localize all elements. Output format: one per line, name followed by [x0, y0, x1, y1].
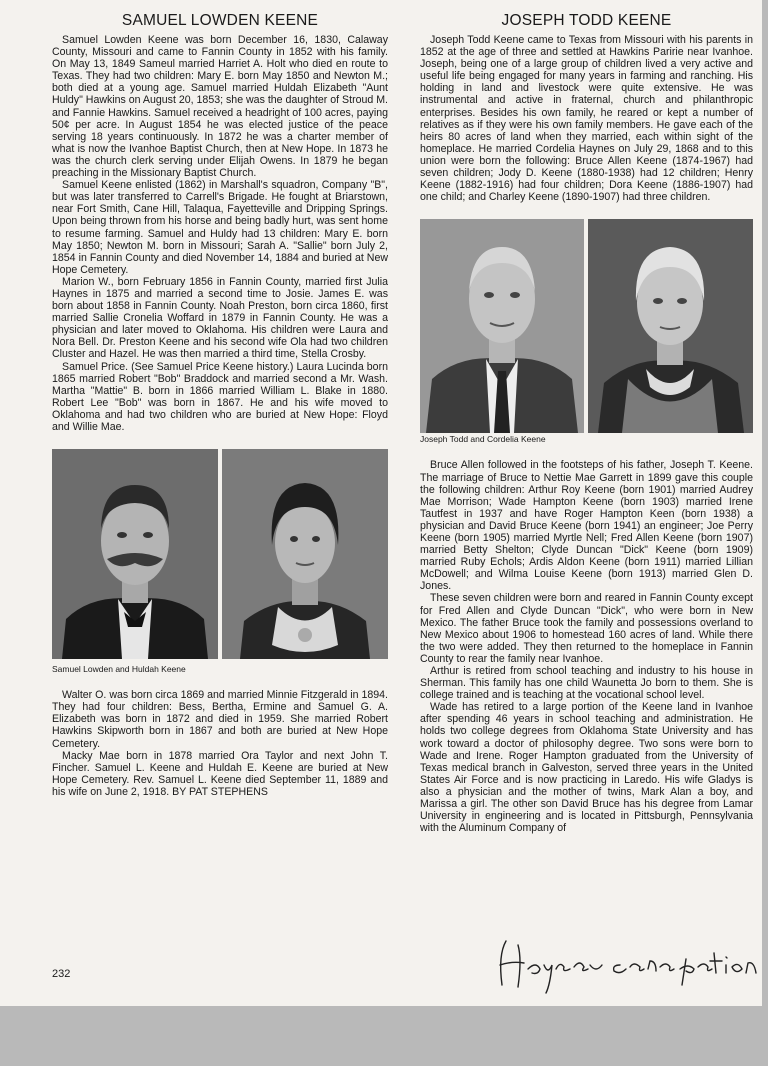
- paragraph: Samuel Price. (See Samuel Price Keene history.) Laura Lucinda born 1865 married Robert "Bob" Braddock and married second a Mr. Wash. Martha "Mattie" B. born in 1866 married William L. Blake in 1880. Robert Lee "Bob" was born in 1867. He and his wife moved to Oklahoma and had two children who are buried at New Hope: Floyd and Willie Mae.: [52, 360, 388, 433]
- photo-pair-joseph-cordelia: [420, 219, 753, 429]
- paragraph: Samuel Lowden Keene was born December 16, 1830, Calaway County, Missouri and came to Fannin County in 1852 with his family. On May 13, 1849 Sameul married Harriet A. Holt who died en route to Texas. They had two children: Mary E. born May 1850 and Newton M.; both died at a young age. Samuel married Huldah Elizabeth "Aunt Huldy" Hawkins on August 20, 1853; she was the daughter of Stroud M. and Fannie Hawkins. Samuel received a headright of 100 acres, paying 50¢ per acre. In August 1854 he was elected justice of the peace serving 18 years continuously. In 1872 he was a charter member of what is now the Ivanhoe Baptist Church, then at New Hope. In 1873 he was the church clerk serving under Elijah Owens. In 1879 he began preaching in the Missionary Baptist Church.: [52, 34, 388, 180]
- paragraph: Arthur is retired from school teaching and industry to his house in Sherman. This family has one child Waunetta Jo born to them. She is college trained and is teaching at the vocational school level.: [420, 665, 753, 702]
- portrait-joseph-photo: [420, 219, 584, 433]
- article-title-samuel: SAMUEL LOWDEN KEENE: [121, 12, 319, 29]
- paragraph: Wade has retired to a large portion of the Keene land in Ivanhoe after spending 46 years in school teaching and administration. He holds two college degrees from Oklahoma State University and has work toward a doctor of philosophy degree. Two sons were born to Wade and Irene. Roger Hampton graduated from the University of Texas medical branch in Galveston, served three years in the United States Air Force and is now practicing in Laredo. His wife Gladys is also a physician and the mother of twins, Mark Alan a boy, and Marissa a girl. The other son David Bruce has his degree from Lamar University in engineering and is located in Pittsburgh, Pennsylvania with the Aluminum Company of: [420, 701, 753, 835]
- paragraph: Samuel Keene enlisted (1862) in Marshall's squadron, Company "B", but was later transferred to Carrell's Brigade. He fought at Briarstown, near Fort Smith, Cane Hill, Talaqua, Fayetteville and Dripping Springs. Upon being thrown from his horse and being badly hurt, was sent home to resume farming. Samuel and Huldy had 13 children: Mary E. born May 1850; Newton M. born in Missouri; Sarah A. "Sallie" born July 2, 1854 in Fannin County and died November 14, 1884 and buried at New Hope Cemetery.: [52, 179, 388, 276]
- paragraph: Macky Mae born in 1878 married Ora Taylor and next John T. Fincher. Samuel L. Keene and Huldah E. Keene are buried at New Hope Cemetery. Rev. Samuel L. Keene died September 11, 1889 and his wife on June 2, 1918. BY PAT STEPHENS: [52, 749, 388, 798]
- photo-caption-samuel-huldah: Samuel Lowden and Huldah Keene: [52, 664, 186, 675]
- paragraph: Bruce Allen followed in the footsteps of his father, Joseph T. Keene. The marriage of Bruce to Nettie Mae Garrett in 1899 gave this couple the following children: Arthur Roy Keene (born 1901) married Audrey Mae Morrison; Wade Hampton Keene (born 1903) married Irene Tautfest in 1937 and have Roger Hampton Keen (born 1938) a physician and David Bruce Keene (born 1941) an engineer; Joe Perry Keene (born 1905) married Myrtle Nell; Fred Allen Keene (born 1907) married Betty Shelton; Clyde Duncan "Dick" Keene (born 1909) married Ruby Echols; Ardis Aldon Keene (born 1911) married Lillian McDowell; and Wilma Louise Keene (born 1913) married Glen D. Jones.: [420, 459, 753, 593]
- paragraph: Joseph Todd Keene came to Texas from Missouri with his parents in 1852 at the age of three and settled at Hawkins Paririe near Ivanhoe. Joseph, being one of a large group of children lived a very active and useful life being engaged for many years in farming and ranching. His holding in land and livestock were quite extensive. He was instrumental and active in fraternal, church and philanthropic enterprises. Besides his own family, he reared or kept a number of relatives as if they were his own family members. He gave each of the heirs 80 acres of land when they married, each within sight of the homeplace. He married Cordelia Haynes on July 29, 1868 and to this union were born the following: Bruce Allen Keene (1874-1967) had seven children; Jody D. Keene (1880-1938) had 12 children; Henry Keene (1882-1916) had four children; Dora Keene (1886-1907) had one child; and Charley Keene (1890-1907) had three children.: [420, 34, 753, 204]
- page-number: 232: [52, 968, 71, 980]
- paragraph: These seven children were born and reared in Fannin County except for Fred Allen and Clyde Duncan "Dick", who were born in New Mexico. The father Bruce took the family and possessions overland to New Mexico about 1906 to homestead 160 acres of land. While there the two were added. They then returned to the homeplace in Fannin County to rear the family near Ivanhoe.: [420, 592, 753, 665]
- right-column: [420, 12, 753, 834]
- left-column: [52, 12, 388, 798]
- photo-caption-joseph-cordelia: Joseph Todd and Cordelia Keene: [420, 434, 546, 445]
- paragraph: Walter O. was born circa 1869 and married Minnie Fitzgerald in 1894. They had four children: Bess, Bertha, Ermine and Samuel G. A. Elizabeth was born in 1872 and died in 1959. She married Robert Hawkins Skipworth born in 1867 and both are buried at New Hope Cemetery.: [52, 689, 388, 750]
- handwritten-signature: [492, 935, 762, 995]
- article-title-joseph: JOSEPH TODD KEENE: [501, 12, 672, 29]
- paragraph: Marion W., born February 1856 in Fannin County, married first Julia Haynes in 1875 and married a second time to Josie. James E. was born about 1858 in Fannin County. Noah Preston, born circa 1860, first married Sallie Cronelia Woffard in 1879 in Fannin County. He was a physician and later moved to Oklahoma. His children were Laura and Nora Bell. Dr. Preston Keene and his second wife Ola had two children Cluster and Hazel. He was then married a third time, Stella Crosby.: [52, 275, 388, 361]
- photo-pair-samuel-huldah: [52, 449, 388, 659]
- portrait-cordelia-photo: [588, 219, 753, 433]
- portrait-samuel-photo: [52, 449, 218, 659]
- portrait-huldah-photo: [222, 449, 388, 659]
